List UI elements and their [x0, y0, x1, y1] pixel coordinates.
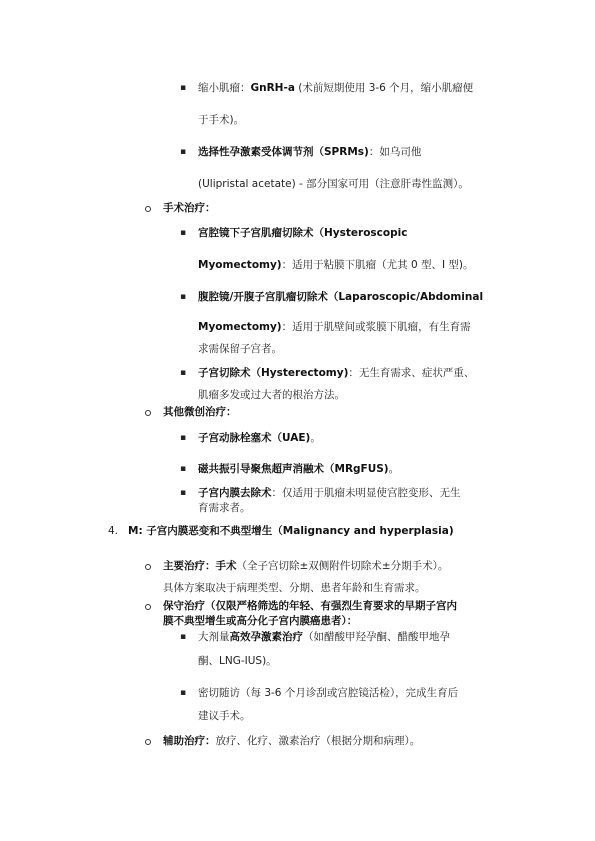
- text-line: 求需保留子宫者。: [198, 343, 282, 355]
- circle-bullet-icon: [145, 564, 151, 570]
- circle-bullet-icon: [145, 739, 151, 745]
- text-line: 保守治疗（仅限严格筛选的年轻、有强烈生育要求的早期子宫内: [163, 600, 457, 612]
- square-bullet-icon: ▪: [180, 368, 187, 378]
- subheading: 手术治疗：: [163, 202, 216, 214]
- text-line: 子宫动脉栓塞术（UAE)。: [198, 432, 321, 444]
- square-bullet-icon: ▪: [180, 292, 187, 302]
- text-line: Myomectomy)：适用于肌壁间或浆膜下肌瘤，有生育需: [198, 321, 471, 333]
- square-bullet-icon: ▪: [180, 488, 187, 498]
- text-line: 缩小肌瘤：GnRH-a (术前短期使用 3-6 个月，缩小肌瘤便: [198, 82, 474, 94]
- text-line: 子宫切除术（Hysterectomy)：无生育需求、症状严重、: [198, 367, 475, 379]
- text-line: 选择性孕激素受体调节剂（SPRMs)：如乌司他: [198, 146, 422, 158]
- text-line: 酮、LNG-IUS)。: [198, 655, 277, 667]
- square-bullet-icon: ▪: [180, 147, 187, 157]
- list-number: 4.: [108, 525, 119, 537]
- square-bullet-icon: ▪: [180, 688, 187, 698]
- circle-bullet-icon: [145, 410, 151, 416]
- text-line: 主要治疗：手术（全子宫切除±双侧附件切除术±分期手术）。: [163, 560, 449, 572]
- subheading: 其他微创治疗：: [163, 406, 237, 418]
- circle-bullet-icon: [145, 206, 151, 212]
- square-bullet-icon: ▪: [180, 228, 187, 238]
- text-line: 子宫内膜去除术：仅适用于肌瘤未明显使宫腔变形、无生: [198, 487, 461, 499]
- text-line: (Ulipristal acetate) - 部分国家可用（注意肝毒性监测）。: [198, 178, 469, 190]
- text-line: 肌瘤多发或过大者的根治方法。: [198, 389, 345, 401]
- text-line: 大剂量高效孕激素治疗（如醋酸甲羟孕酮、醋酸甲地孕: [198, 631, 450, 643]
- text-line: 辅助治疗：放疗、化疗、激素治疗（根据分期和病理）。: [163, 735, 421, 747]
- text-line: 宫腔镜下子宫肌瘤切除术（Hysteroscopic: [198, 227, 408, 239]
- text-line: 密切随访（每 3-6 个月诊刮或宫腔镜活检），完成生育后: [198, 687, 459, 699]
- text-line: 建议手术。: [198, 710, 251, 722]
- square-bullet-icon: ▪: [180, 464, 187, 474]
- circle-bullet-icon: [145, 604, 151, 610]
- text-line: 腹腔镜/开腹子宫肌瘤切除术（Laparoscopic/Abdominal: [198, 291, 484, 303]
- text-line: 具体方案取决于病理类型、分期、患者年龄和生育需求。: [163, 582, 426, 594]
- square-bullet-icon: ▪: [180, 632, 187, 642]
- text-line: Myomectomy)：适用于粘膜下肌瘤（尤其 0 型、I 型)。: [198, 259, 474, 271]
- square-bullet-icon: ▪: [180, 83, 187, 93]
- square-bullet-icon: ▪: [180, 433, 187, 443]
- text-line: 磁共振引导聚焦超声消融术（MRgFUS)。: [198, 463, 400, 475]
- text-line: 于手术)。: [198, 114, 245, 126]
- text-line: 膜不典型增生或高分化子宫内膜癌患者）：: [163, 615, 358, 627]
- text-line: 育需求者。: [198, 502, 251, 514]
- section-heading: M: 子宫内膜恶变和不典型增生（Malignancy and hyperplasia): [128, 525, 454, 537]
